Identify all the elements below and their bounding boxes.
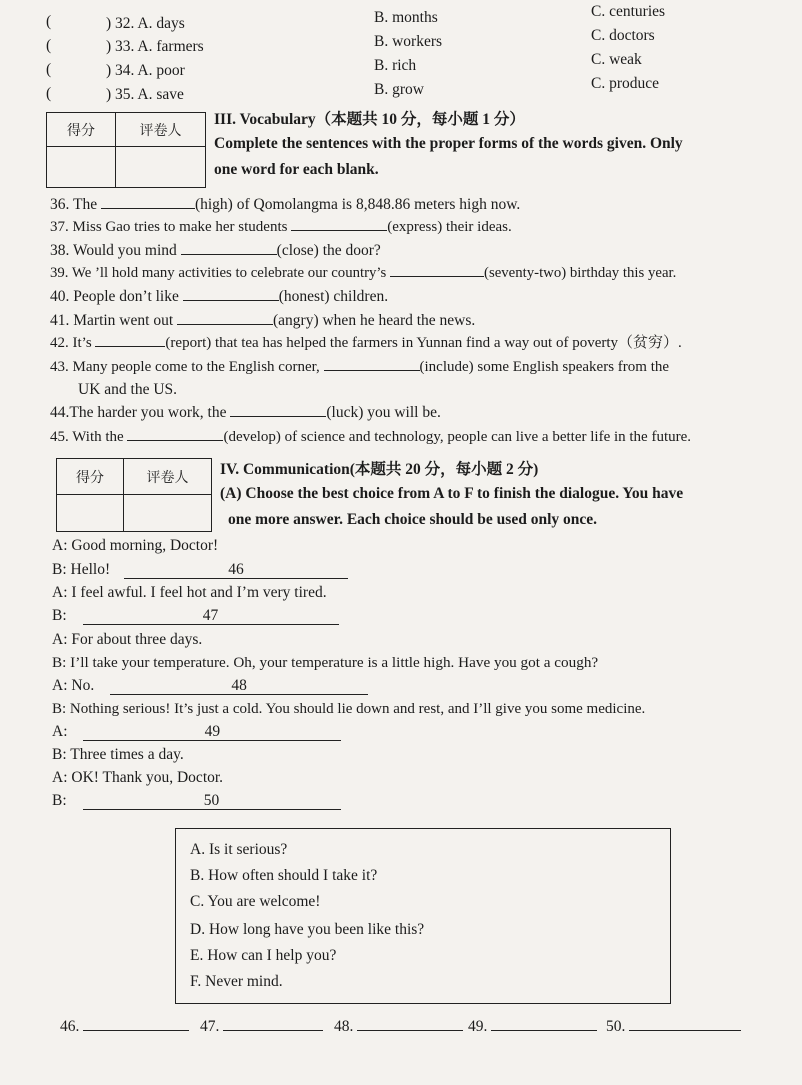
grader-cell[interactable] [116,147,206,188]
vocab-item-36: 36. The (high) of Qomolangma is 8,848.86 meters high now. [50,196,521,213]
dialogue-line-6: B: I’ll take your temperature. Oh, your temperature is a little high. Have you got a cough? [52,654,599,671]
score-header: 得分 [47,113,116,147]
mcq-option-a-35: ) 35. A. save [106,86,184,103]
blank-37[interactable] [291,216,387,231]
score-header: 得分 [57,459,124,495]
answer-50: 50. [606,1014,741,1036]
answer-blank-48[interactable] [357,1014,463,1031]
dialogue-line-3: A: I feel awful. I feel hot and I’m very tired. [52,584,327,601]
mcq-option-a-34: ) 34. A. poor [106,62,185,79]
communication-heading: IV. Communication(本题共 20 分，每小题 2 分) [220,461,539,478]
score-cell[interactable] [57,495,124,532]
mcq-option-c-32: C. centuries [591,3,666,20]
mcq-option-b-35: B. grow [374,81,424,98]
communication-instruction-line1: (A) Choose the best choice from A to F to finish the dialogue. You have [220,485,684,502]
communication-instruction-line2: one more answer. Each choice should be used only once. [228,511,598,528]
answer-blank-46[interactable] [83,1014,189,1031]
answer-49: 49. [468,1014,597,1036]
score-cell[interactable] [47,147,116,188]
vocab-item-41: 41. Martin went out (angry) when he heard the news. [50,312,476,329]
dialogue-line-8: B: Nothing serious! It’s just a cold. You should lie down and rest, and I’ll give you some medicine. [52,701,646,717]
dialogue-line-1: A: Good morning, Doctor! [52,537,219,554]
blank-42[interactable] [95,332,165,347]
vocab-item-40: 40. People don’t like (honest) children. [50,288,389,305]
mcq-option-a-32: ) 32. A. days [106,15,185,32]
dialogue-line-4: B: 47 [52,606,339,626]
vocab-instruction-line2: one word for each blank. [214,161,379,178]
answer-blank-47[interactable] [223,1014,323,1031]
dialogue-line-7: A: No. 48 [52,676,368,696]
dialogue-line-5: A: For about three days. [52,631,203,648]
answer-46: 46. [60,1014,189,1036]
answer-48: 48. [334,1014,463,1036]
answer-47: 47. [200,1014,323,1036]
dialogue-blank-50[interactable]: 50 [83,791,341,810]
choice-b: B. How often should I take it? [190,867,378,884]
vocab-item-43: 43. Many people come to the English corner, (include) some English speakers from the [50,356,669,377]
vocab-heading: III. Vocabulary（本题共 10 分，每小题 1 分） [214,111,525,128]
choice-c: C. You are welcome! [190,893,321,910]
dialogue-blank-49[interactable]: 49 [83,722,341,741]
blank-38[interactable] [181,240,277,255]
choice-a: A. Is it serious? [190,841,288,858]
answer-blank-50[interactable] [629,1014,741,1031]
blank-43[interactable] [324,356,420,371]
mcq-option-c-33: C. doctors [591,27,655,44]
grader-cell[interactable] [124,495,212,532]
mcq-option-b-33: B. workers [374,33,443,50]
grader-header: 评卷人 [116,113,206,147]
blank-44[interactable] [230,402,326,417]
blank-36[interactable] [101,194,195,209]
score-table-communication [56,458,212,532]
mcq-option-c-34: C. weak [591,51,642,68]
vocab-item-45: 45. With the (develop) of science and technology, people can live a better life in the future. [50,426,691,447]
vocab-item-44: 44.The harder you work, the (luck) you will be. [50,404,441,421]
vocab-item-37: 37. Miss Gao tries to make her students (express) their ideas. [50,216,512,237]
mcq-option-a-33: ) 33. A. farmers [106,38,204,55]
dialogue-blank-48[interactable]: 48 [110,676,368,695]
dialogue-line-10: B: Three times a day. [52,746,184,763]
choice-f: F. Never mind. [190,973,283,990]
mcq-paren-33: ( [46,37,52,54]
choice-d: D. How long have you been like this? [190,921,425,938]
vocab-item-43-continued: UK and the US. [78,381,178,398]
blank-41[interactable] [177,310,273,325]
blank-39[interactable] [390,262,484,277]
dialogue-line-9: A: 49 [52,722,341,742]
dialogue-line-12: B: 50 [52,791,341,811]
mcq-paren-34: ( [46,61,52,78]
choice-box [175,828,671,1004]
vocab-item-42: 42. It’s (report) that tea has helped the farmers in Yunnan find a way out of poverty（贫穷）. [50,332,682,353]
mcq-paren-32: ( [46,13,52,30]
dialogue-blank-47[interactable]: 47 [83,606,339,625]
vocab-item-38: 38. Would you mind (close) the door? [50,242,381,259]
dialogue-line-11: A: OK! Thank you, Doctor. [52,769,224,786]
blank-45[interactable] [127,426,223,441]
answer-blank-49[interactable] [491,1014,597,1031]
score-table-vocab [46,112,206,188]
dialogue-line-2: B: Hello! 46 [52,560,348,580]
mcq-option-c-35: C. produce [591,75,660,92]
blank-40[interactable] [183,286,279,301]
choice-e: E. How can I help you? [190,947,337,964]
grader-header: 评卷人 [124,459,212,495]
dialogue-blank-46[interactable]: 46 [124,560,348,579]
vocab-instruction-line1: Complete the sentences with the proper forms of the words given. Only [214,135,683,152]
mcq-paren-35: ( [46,85,52,102]
vocab-item-39: 39. We ’ll hold many activities to celebrate our country’s (seventy-two) birthday this year. [50,262,676,283]
mcq-option-b-34: B. rich [374,57,417,74]
mcq-option-b-32: B. months [374,9,438,26]
